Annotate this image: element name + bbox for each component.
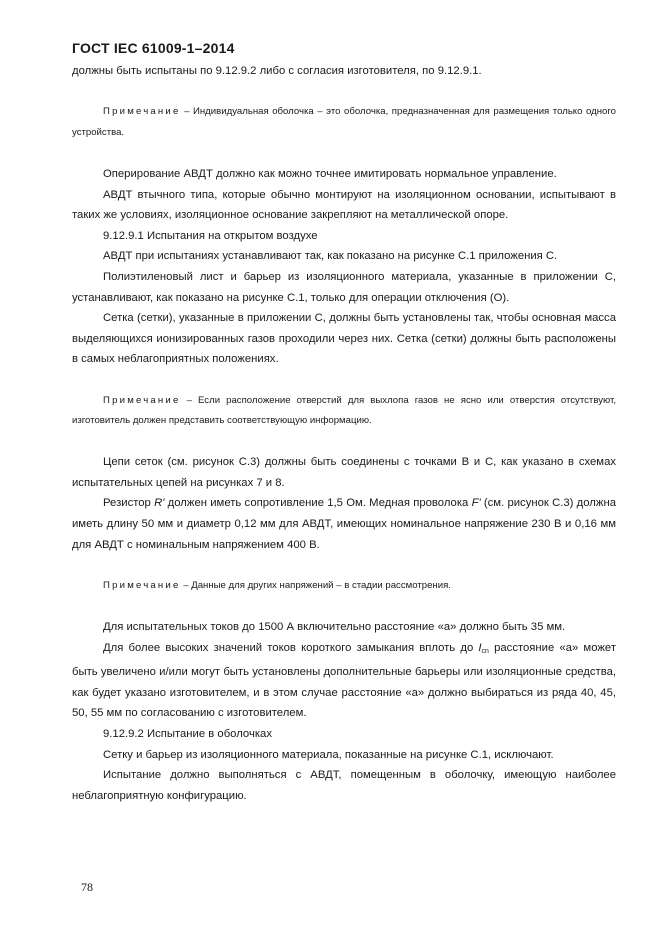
paragraph: Для испытательных токов до 1500 А включительно расстояние «а» должно быть 35 мм. xyxy=(103,621,566,634)
subscript: cn xyxy=(481,647,489,655)
text-run: Резистор xyxy=(103,497,155,510)
paragraph: должны быть испытаны по 9.12.9.2 либо с согласия изготовителя, по 9.12.9.1. xyxy=(72,65,482,77)
note-text: – Данные для других напряжений – в стадии рассмотрения. xyxy=(180,579,451,591)
document-header: ГОСТ IEC 61009-1–2014 xyxy=(72,40,235,56)
text-run: расстояние «а» может быть увеличено и/или могут быть установлены дополнительные барьеры или изоляционные средства, как будет указано изготовителем, и в этом случае расстояние «а» должно выбираться из ряда 40, 45, 50, 55 мм по согласованию с изготовителем. xyxy=(72,641,616,720)
note xyxy=(72,391,616,432)
page-number: 78 xyxy=(81,880,93,894)
paragraph xyxy=(72,638,616,724)
text-run: (см. рисунок С.3) должна иметь длину 50 мм и диаметр 0,12 мм для АВДТ, имеющих номинальное напряжение 230 В и 0,16 мм для АВДТ с номинальным напряжением 400 В. xyxy=(72,497,616,551)
note-label: Примечание xyxy=(103,106,181,118)
symbol-i: I xyxy=(478,641,482,654)
paragraph xyxy=(72,493,616,555)
section-heading: 9.12.9.1 Испытания на открытом воздухе xyxy=(103,229,318,242)
note xyxy=(72,576,616,597)
paragraph: АВДТ втычного типа, которые обычно монтируют на изоляционном основании, испытывают в таких же условиях, изоляционное основание закрепляют на металлической опоре. xyxy=(72,188,616,222)
note-text: – Индивидуальная оболочка – это оболочка, предназначенная для размещения только одного устройства. xyxy=(72,106,616,138)
paragraph: Сетка (сетки), указанные в приложении С, должны быть установлены так, чтобы основная масса выделяющихся ионизированных газов проходили через них. Сетка (сетки) должны быть расположены в самых неблагоприятных положениях. xyxy=(72,312,616,366)
text-run: должен иметь сопротивление 1,5 Ом. Медная проволока xyxy=(164,497,472,510)
note-label: Примечание xyxy=(103,579,181,591)
paragraph: Сетку и барьер из изоляционного материала, показанные на рисунке С.1, исключают. xyxy=(103,748,554,761)
symbol-f: F' xyxy=(471,497,481,510)
paragraph: Полиэтиленовый лист и барьер из изоляционного материала, указанные в приложении С, устанавливают, как показано на рисунке С.1, только для операции отключения (О). xyxy=(72,270,616,304)
paragraph: Оперирование АВДТ должно как можно точнее имитировать нормальное управление. xyxy=(103,167,557,180)
paragraph: Цепи сеток (см. рисунок С.3) должны быть соединены с точками В и С, как указано в схемах испытательных цепей на рисунках 7 и 8. xyxy=(72,456,616,489)
text-run: Для более высоких значений токов короткого замыкания вплоть до xyxy=(103,641,479,654)
note xyxy=(72,102,616,143)
paragraph: Испытание должно выполняться с АВДТ, помещенным в оболочку, имеющую наиболее неблагоприятную конфигурацию. xyxy=(72,769,616,802)
section-heading: 9.12.9.2 Испытание в оболочках xyxy=(103,728,272,740)
paragraph: АВДТ при испытаниях устанавливают так, как показано на рисунке С.1 приложения С. xyxy=(103,250,558,263)
note-label: Примечание xyxy=(103,394,181,406)
note-text: – Если расположение отверстий для выхлопа газов не ясно или отверстия отсутствуют, изготовитель должен представить соответствующую информацию. xyxy=(72,394,616,427)
document-body xyxy=(72,61,616,806)
symbol-r: R' xyxy=(154,497,165,510)
